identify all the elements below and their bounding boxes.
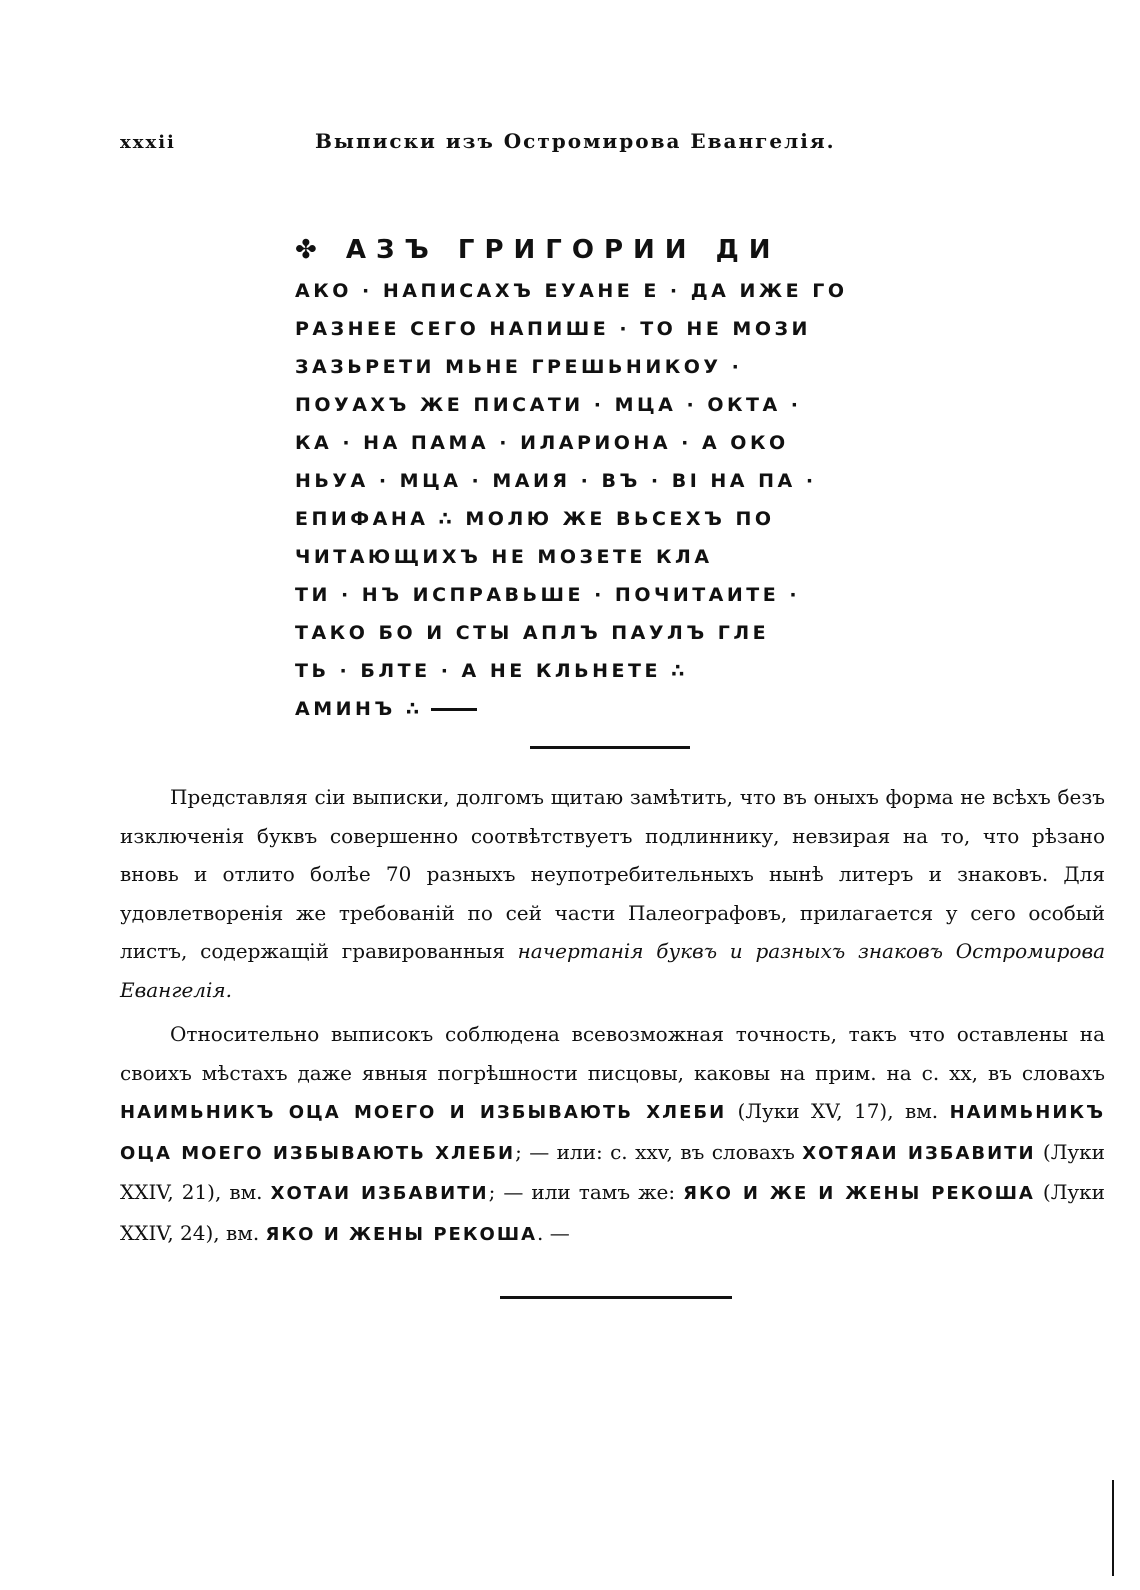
section-divider [530,746,690,749]
colophon-line: ТАКО БО И СТЫ АПЛЪ ПАУЛЪ ГЛЕ [295,622,770,644]
end-divider [500,1296,732,1299]
paragraph-presentation [120,778,1105,1009]
colophon-last-line [295,690,920,728]
scan-margin-mark [1112,1480,1114,1576]
paragraph-text: ; — или тамъ же: [488,1180,684,1204]
running-title: Выписки изъ Остромирова Евангелія. [315,129,836,153]
paragraph-text: . — [537,1220,570,1245]
slavonic-quote: НАИМЬНИКЪ ОЦА МОЕГО И ИЗБЫВАЮТЬ ХЛЕБИ [120,1102,727,1123]
colophon-line: АКО · НАПИСАХЪ ЕУАНЕ Е · ДА ИЖЕ ГО [295,280,848,302]
colophon-line: ТЬ · БЛТЕ · А НЕ КЛЬНЕТЕ ∴ [295,660,688,682]
slavonic-quote: ЯКО И ЖЕНЫ РЕКОША [265,1223,538,1245]
colophon-block [295,228,920,728]
paragraph-text: ; — или: с. xxv, въ словахъ [515,1139,803,1164]
colophon-line: КА · НА ПАМА · ИЛАРИОНА · А ОКО [295,432,789,454]
colophon-line: НЬУА · МЦА · МАИЯ · ВЪ · ВІ НА ПА · [295,470,817,492]
page-number: xxxii [120,132,176,153]
paragraph-accuracy [120,1015,1105,1254]
paragraph-text: Относительно выписокъ соблюдена всевозможная точность, такъ что оставлены на своихъ мѣстахъ даже явныя погрѣшности писцовы, каковы на прим. на с. xx, въ словахъ [120,1022,1105,1085]
colophon-line: ЗАЗЬРЕТИ МЬНЕ ГРЕШЬНИКОУ · [295,356,743,378]
slavonic-quote: ХОТЯАИ ИЗБАВИТИ [802,1142,1036,1164]
colophon-line: РАЗНЕЕ СЕГО НАПИШЕ · ТО НЕ МОЗИ [295,318,811,340]
slavonic-quote: ХОТАИ ИЗБАВИТИ [270,1183,489,1204]
colophon-line: ТИ · НЪ ИСПРАВЬШЕ · ПОЧИТАИТЕ · [295,584,801,606]
colophon-line: ЧИТАЮЩИХЪ НЕ МОЗЕТЕ КЛА [295,546,713,568]
body-text [120,778,1105,1254]
paragraph-text: (Луки XXIV, 24), вм. [120,1180,1105,1245]
slavonic-quote: ЯКО И ЖЕ И ЖЕНЫ РЕКОША [683,1183,1035,1204]
paragraph-text: Представляя сіи выписки, долгомъ щитаю замѣтить, что въ оныхъ форма не всѣхъ безъ изключенія буквъ совершенно соотвѣтствуетъ подлиннику, невзирая на то, что рѣзано вновь и отлито болѣе 70 разныхъ неупотребительныхъ нынѣ литеръ и знаковъ. Для удовлетворенія же требованій по сей части Палеографовъ, прилагается у сего особый листъ, содержащій гравированныя [120,785,1105,963]
colophon-line: ✤ АЗЪ ГРИГОРИИ ДИ [295,235,781,265]
colophon-line: ЕПИФАНА ∴ МОЛЮ ЖЕ ВЬСЕХЪ ПО [295,508,775,530]
colophon-line: ПОУАХЪ ЖЕ ПИСАТИ · МЦА · ОКТА · [295,394,802,416]
paragraph-text: (Луки XV, 17), вм. [726,1099,950,1123]
slavonic-quote: НАИМЬНИКЪ ОЦА МОЕГО ИЗБЫВАЮТЬ ХЛЕБИ [120,1102,1106,1164]
colophon-line-text: АМИНЪ ∴ [295,698,423,720]
italic-phrase: начертанія буквъ и разныхъ знаковъ Остромирова Евангелія. [120,939,1106,1002]
end-flourish [431,708,477,711]
paragraph-text: (Луки XXIV, 21), вм. [120,1139,1106,1204]
